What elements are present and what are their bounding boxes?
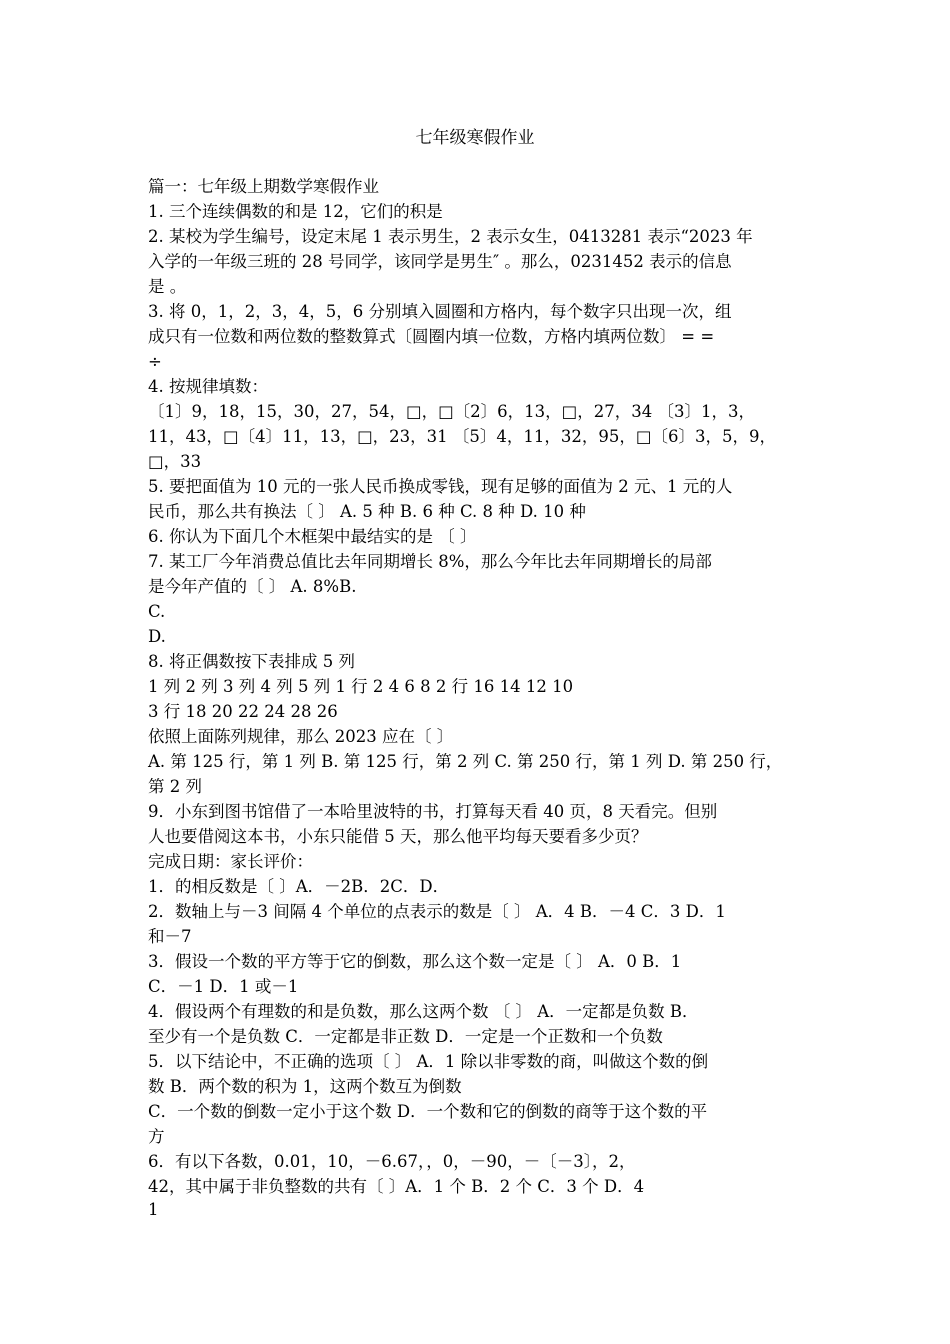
text-line: 民币，那么共有换法〔 〕 A. 5 种 B. 6 种 C. 8 种 D. 10 种: [148, 502, 586, 521]
text-line: 1 列 2 列 3 列 4 列 5 列 1 行 2 4 6 8 2 行 16 14 12 10: [148, 677, 574, 696]
text-line: 4．假设两个有理数的和是负数，那么这两个数 〔 〕 A．一定都是负数 B．: [148, 1002, 699, 1021]
text-line: 1．的相反数是〔 〕A．－2B．2C．D．: [148, 877, 450, 896]
text-line: 〔1〕9，18，15，30，27，54，□，□〔2〕6，13，□，27，34 〔3〕1，3，: [148, 402, 755, 421]
text-line: 是今年产值的〔 〕 A. 8%B.: [148, 577, 357, 596]
text-line: 数 B．两个数的积为 1，这两个数互为倒数: [148, 1077, 462, 1096]
text-line: 5. 要把面值为 10 元的一张人民币换成零钱，现有足够的面值为 2 元、1 元的人: [148, 477, 733, 496]
text-line: 依照上面陈列规律，那么 2023 应在〔 〕: [148, 727, 454, 746]
text-line: 3. 将 0，1，2，3，4，5，6 分别填入圆圈和方格内，每个数字只出现一次，组: [148, 302, 732, 321]
text-line: 方: [148, 1127, 165, 1146]
text-line: 42，其中属于非负整数的共有〔 〕A．1 个 B．2 个 C．3 个 D．4: [148, 1177, 645, 1196]
text-line: 2．数轴上与－3 间隔 4 个单位的点表示的数是〔 〕 A．4 B．－4 C．3 D．1: [148, 902, 726, 921]
text-line: 5．以下结论中，不正确的选项〔 〕 A．1 除以非零数的商，叫做这个数的倒: [148, 1052, 709, 1071]
text-line: 人也要借阅这本书，小东只能借 5 天，那么他平均每天要看多少页？: [148, 827, 648, 846]
text-line: 6. 你认为下面几个木框架中最结实的是 〔 〕: [148, 527, 477, 546]
text-line: □，33: [148, 452, 202, 471]
text-line: 4. 按规律填数：: [148, 377, 268, 396]
text-line: 至少有一个是负数 C．一定都是非正数 D．一定是一个正数和一个负数: [148, 1027, 663, 1046]
text-line: 1. 三个连续偶数的和是 12，它们的积是: [148, 202, 443, 221]
text-line: 和－7: [148, 927, 192, 946]
text-line: 第 2 列: [148, 777, 202, 796]
text-line: 2. 某校为学生编号，设定末尾 1 表示男生，2 表示女生，0413281 表示“2023 年: [148, 227, 753, 246]
document-body: [148, 174, 808, 1199]
text-line: 7. 某工厂今年消费总值比去年同期增长 8%，那么今年比去年同期增长的局部: [148, 552, 712, 571]
text-line: 9．小东到图书馆借了一本哈里波特的书，打算每天看 40 页，8 天看完。但别: [148, 802, 718, 821]
text-line: 3．假设一个数的平方等于它的倒数，那么这个数一定是〔 〕 A．0 B．1: [148, 952, 682, 971]
text-line: 成只有一位数和两位数的整数算式〔圆圈内填一位数，方格内填两位数〕 = =: [148, 327, 715, 346]
text-line: 篇一：七年级上期数学寒假作业: [148, 177, 379, 196]
text-line: D.: [148, 627, 166, 646]
text-line: A. 第 125 行，第 1 列 B. 第 125 行，第 2 列 C. 第 250 行，第 1 列 D. 第 250 行，: [148, 752, 783, 771]
text-line: 8. 将正偶数按下表排成 5 列: [148, 652, 355, 671]
text-line: 是 。: [148, 277, 187, 296]
text-line: 入学的一年级三班的 28 号同学，该同学是男生″ 。那么，0231452 表示的信息: [148, 252, 732, 271]
text-line: C.: [148, 602, 166, 621]
text-line: 11，43，□〔4〕11，13，□，23，31 〔5〕4，11，32，95，□〔6〕3，5，9，: [148, 427, 776, 446]
page-title: 七年级寒假作业: [415, 128, 535, 148]
text-line: 3 行 18 20 22 24 28 26: [148, 702, 338, 721]
text-line: C．一个数的倒数一定小于这个数 D．一个数和它的倒数的商等于这个数的平: [148, 1102, 708, 1121]
text-line: C．－1 D．1 或－1: [148, 977, 299, 996]
text-line: 6．有以下各数，0.01，10，－6.67，，0，－90，－〔－3〕，2，: [148, 1152, 636, 1171]
text-line: ÷: [148, 352, 162, 371]
text-line: 完成日期：家长评价：: [148, 852, 313, 871]
page-number: 1: [148, 1200, 159, 1219]
